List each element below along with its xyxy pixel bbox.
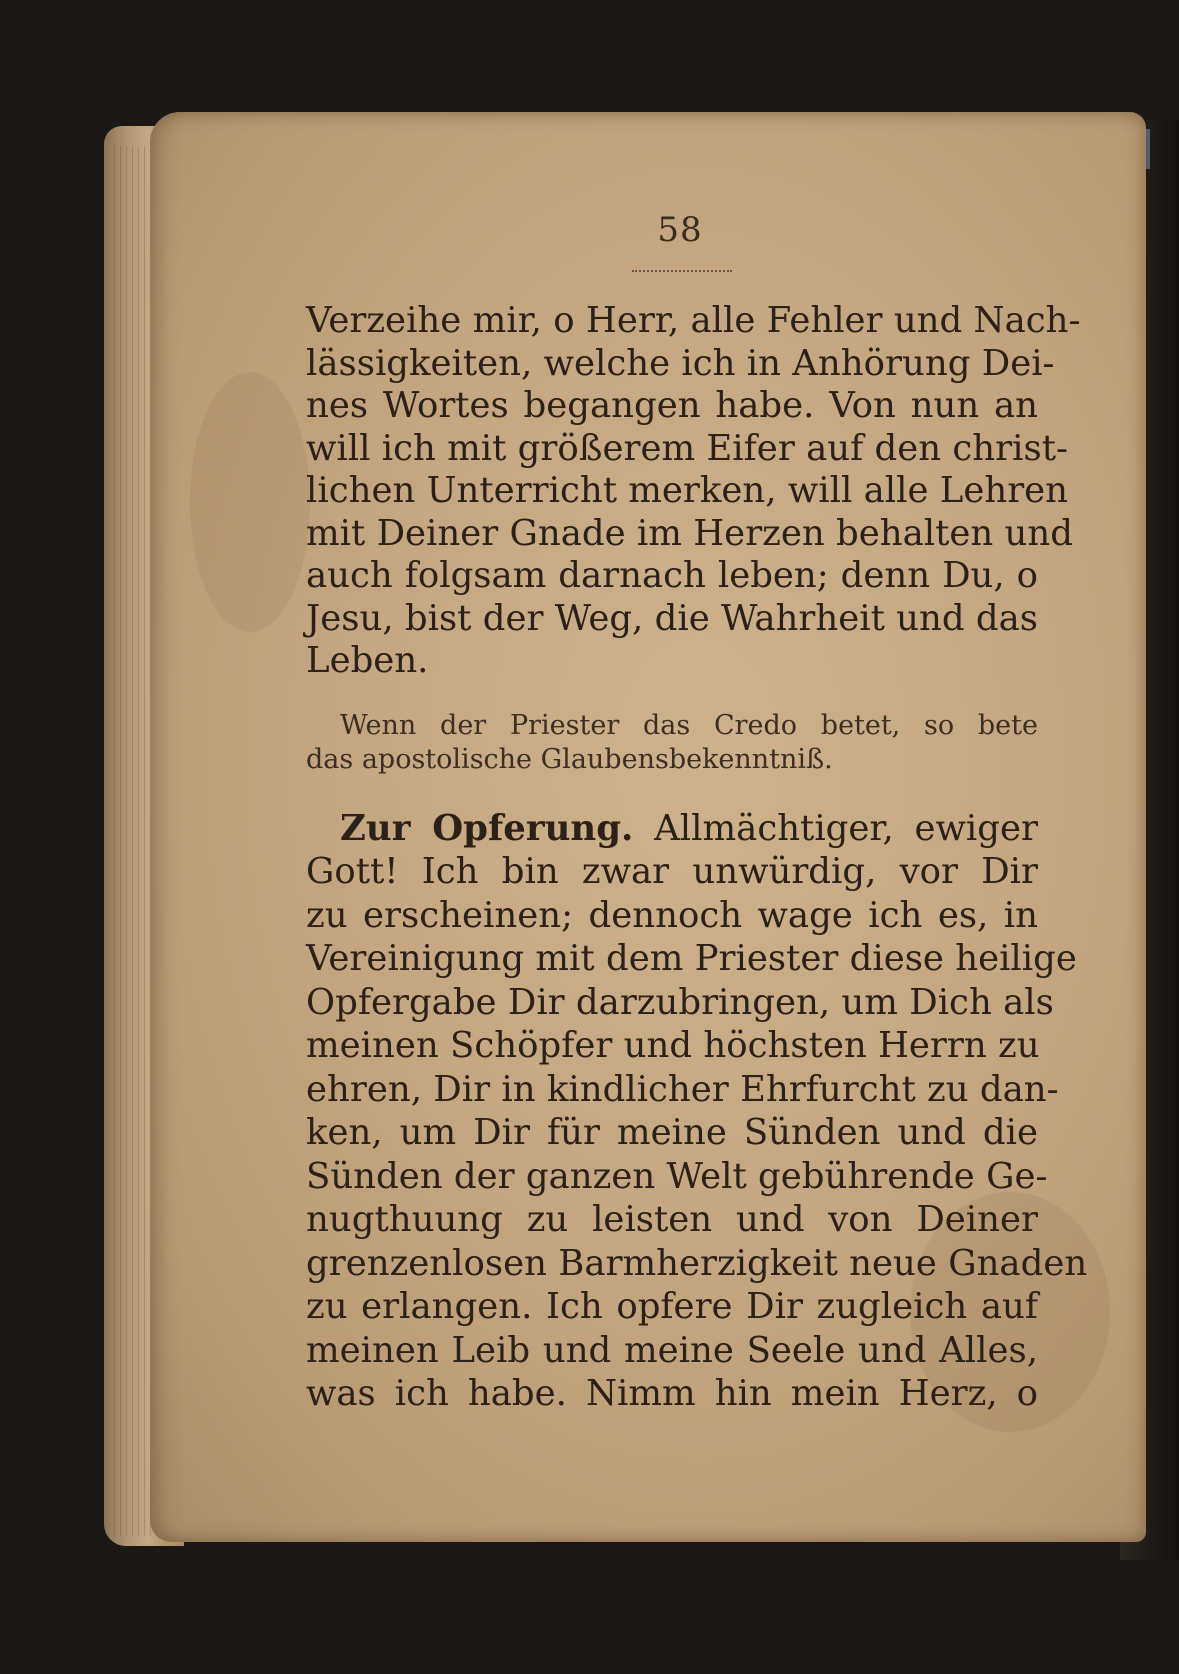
- rubric-line: Wenn der Priester das Credo betet, so bete: [340, 709, 1038, 741]
- section-heading: Zur Opferung.: [340, 807, 634, 849]
- text-line: will ich mit größerem Eifer auf den christ-: [306, 427, 1068, 469]
- text-line: ehren, Dir in kindlicher Ehrfurcht zu dan-: [306, 1068, 1059, 1110]
- paper-stain: [190, 372, 310, 632]
- text-block: [306, 300, 1088, 1416]
- prayer-paragraph: [306, 300, 1081, 683]
- text-line: Vereinigung mit dem Priester diese heilige: [306, 938, 1077, 979]
- heading-line-rest: Allmächtiger, ewiger: [654, 807, 1038, 849]
- text-line: mit Deiner Gnade im Herzen behalten und: [306, 512, 1074, 554]
- text-line: lässigkeiten, welche ich in Anhörung Dei-: [306, 342, 1055, 384]
- text-line: grenzenlosen Barmherzigkeit neue Gnaden: [306, 1242, 1088, 1284]
- text-line: Sünden der ganzen Welt gebührende Ge-: [306, 1155, 1048, 1197]
- text-line: zu erlangen. Ich opfere Dir zugleich auf: [306, 1286, 1038, 1327]
- text-line: nes Wortes begangen habe. Von nun an: [306, 385, 1038, 426]
- text-line: meinen Schöpfer und höchsten Herrn zu: [306, 1025, 1040, 1066]
- rubric-line: das apostolische Glaubensbekenntniß.: [306, 743, 833, 775]
- text-line: ken, um Dir für meine Sünden und die: [306, 1112, 1038, 1153]
- offertory-paragraph: [306, 807, 1088, 1416]
- text-line: [306, 807, 1038, 851]
- text-line: zu erscheinen; dennoch wage ich es, in: [306, 894, 1038, 936]
- page-number-rule: [632, 270, 732, 272]
- text-line: auch folgsam darnach leben; denn Du, o: [306, 555, 1038, 596]
- text-line: lichen Unterricht merken, will alle Lehren: [306, 470, 1069, 511]
- text-line: nugthuung zu leisten und von Deiner: [306, 1199, 1038, 1240]
- page-number: 58: [657, 210, 703, 250]
- text-line: Opfergabe Dir darzubringen, um Dich als: [306, 981, 1054, 1023]
- text-line: Leben.: [306, 640, 429, 681]
- text-line: Verzeihe mir, o Herr, alle Fehler und Nach-: [306, 300, 1081, 341]
- text-line: Jesu, bist der Weg, die Wahrheit und das: [306, 597, 1039, 639]
- rubric-instruction: [306, 709, 1038, 777]
- text-line: meinen Leib und meine Seele und Alles,: [306, 1329, 1038, 1371]
- text-line: Gott! Ich bin zwar unwürdig, vor Dir: [306, 851, 1038, 892]
- text-line: was ich habe. Nimm hin mein Herz, o: [306, 1373, 1038, 1414]
